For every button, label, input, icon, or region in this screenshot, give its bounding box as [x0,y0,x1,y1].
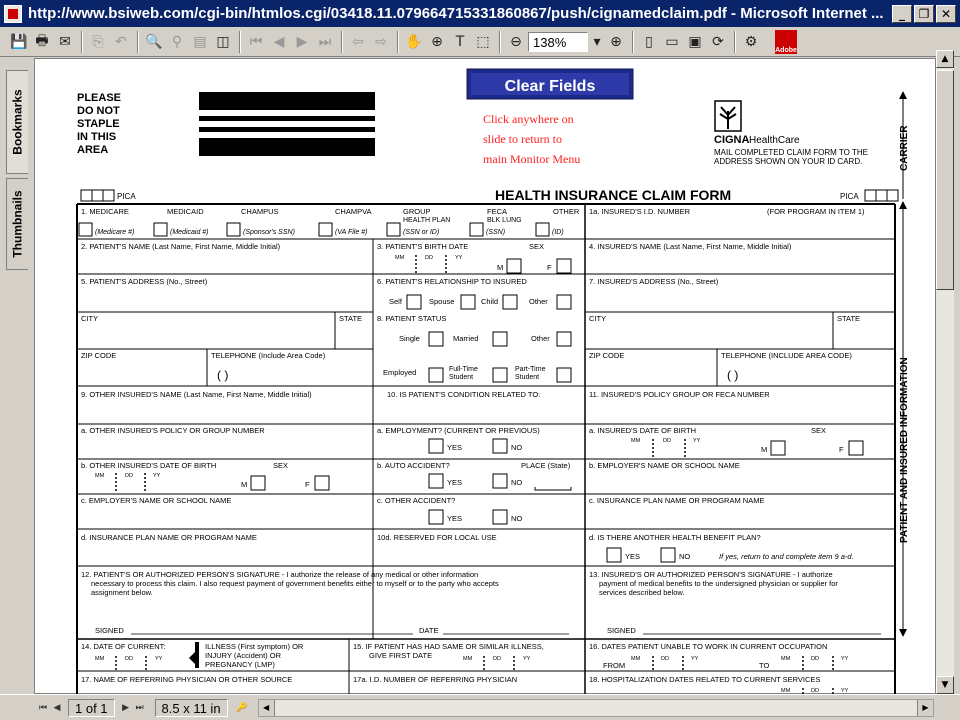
insured-telephone-label: TELEPHONE (INCLUDE AREA CODE) [721,351,852,360]
rel-self-checkbox[interactable] [407,295,421,309]
sex-label: SEX [811,426,827,435]
search-icon[interactable]: ⚲ [171,33,183,50]
last-page-icon[interactable]: ⏭ [318,33,332,50]
carrier-arrow [899,91,910,199]
field-12-text: assignment below. [91,588,153,597]
field-1a-label: 1a. INSURED'S I.D. NUMBER [589,207,691,216]
navigation-side-tabs [0,58,34,694]
other-insured-male-checkbox[interactable] [251,476,265,490]
medicaid-checkbox[interactable] [154,223,167,236]
status-single-label: Single [399,334,420,343]
row-4 [81,314,860,346]
field-1-option: CHAMPUS [241,207,279,216]
field-1-option: CHAMPVA [335,207,372,216]
status-other-label: Other [531,334,550,343]
zoom-out-icon[interactable]: ⊖ [510,33,522,50]
title-bar [0,0,960,27]
other-insured-female-checkbox[interactable] [315,476,329,490]
field-15-label: GIVE FIRST DATE [369,651,433,660]
monitor-menu-note[interactable] [483,112,580,166]
place-label: PLACE (State) [521,461,571,470]
zoom-level-field[interactable]: 138% [528,32,588,52]
field-10d-label: 10d. RESERVED FOR LOCAL USE [377,533,497,542]
field-1-option-sub: HEALTH PLAN [403,217,451,224]
close-button[interactable]: ✕ [936,5,956,23]
first-page-icon[interactable]: ⏮ [38,702,48,713]
field-9d-label: d. INSURANCE PLAN NAME OR PROGRAM NAME [81,533,257,542]
other-plan-yes-checkbox[interactable] [607,548,621,562]
cigna-sub: HealthCare [749,135,800,146]
status-parttime-checkbox[interactable] [557,368,571,382]
previous-page-icon[interactable]: ◀ [53,702,61,713]
field-6-label: 6. PATIENT'S RELATIONSHIP TO INSURED [377,277,527,286]
field-1-sub: (VA File #) [335,229,368,236]
insured-sex-female-checkbox[interactable] [849,441,863,455]
status-parttime-sub: Student [515,374,540,381]
field-7-label: 7. INSURED'S ADDRESS (No., Street) [589,277,719,286]
field-10c-label: c. OTHER ACCIDENT? [377,496,456,505]
pages-icon[interactable]: ▤ [193,33,207,50]
field-9b-label: b. OTHER INSURED'S DATE OF BIRTH [81,461,217,470]
mm-label: MM [631,438,641,444]
yy-label: YY [153,473,161,479]
yy-label: YY [455,255,463,261]
dd-label: DD [125,473,133,479]
clear-fields-label[interactable]: Clear Fields [504,78,596,95]
auto-no-checkbox[interactable] [493,474,507,488]
status-married-label: Married [453,334,479,343]
rotate-icon[interactable]: ⟳ [712,33,724,50]
row-2 [81,242,792,273]
toolbar-separator [239,31,241,53]
scroll-right-icon[interactable]: ▶ [917,700,933,716]
field-11-label: 11. INSURED'S POLICY GROUP OR FECA NUMBER [589,390,770,399]
redaction-bar [199,116,375,121]
dd-label: DD [661,656,669,662]
actual-size-icon[interactable]: ▯ [645,33,653,50]
staple-note-line: DO NOT [77,105,120,117]
claim-form-page [39,59,910,699]
mm-label: MM [463,656,473,662]
field-9a-label: a. OTHER INSURED'S POLICY OR GROUP NUMBER [81,426,265,435]
insured-sex-male-checkbox[interactable] [771,441,785,455]
field-13-text: payment of medical benefits to the undersigned physician or supplier for [599,579,838,588]
row-11-signatures [81,570,881,635]
other-insurance-checkbox[interactable] [536,223,549,236]
signed-label: SIGNED [607,626,636,635]
staple-note [77,92,121,156]
hand-tool-icon[interactable]: ✋ [405,33,423,50]
sex-label: SEX [529,242,545,251]
tab-bookmarks-label: Bookmarks [10,89,25,155]
vertical-scrollbar[interactable] [936,50,954,694]
toolbar-separator [632,31,634,53]
page-size-display: 8.5 x 11 in [155,699,228,717]
scrollbar-thumb[interactable] [936,70,954,290]
toolbar-separator [499,31,501,53]
f-label: F [547,263,552,272]
field-17a-label: 17a. I.D. NUMBER OF REFERRING PHYSICIAN [353,675,518,684]
field-1-option: MEDICAID [167,207,204,216]
acrobat-toolbar [0,27,960,57]
city-label: CITY [81,314,99,323]
m-label: M [241,480,248,489]
f-label: F [305,480,310,489]
email-icon[interactable]: ✉ [59,33,71,50]
rel-self-label: Self [389,297,402,306]
yes-label: YES [447,478,463,487]
row-6 [81,390,770,399]
yes-label: YES [625,552,641,561]
go-forward-icon[interactable]: ⇨ [375,33,387,50]
place-field[interactable] [535,487,571,490]
date-label: DATE [419,626,439,635]
adobe-logo[interactable]: Adobe [775,30,797,54]
yy-label: YY [155,656,163,662]
row-12 [81,642,849,670]
mm-label: MM [781,656,791,662]
graphics-select-icon[interactable]: ⬚ [476,33,490,50]
row-10 [81,533,854,562]
staple-note-line: STAPLE [77,118,120,130]
note-line[interactable]: main Monitor Menu [483,152,581,166]
status-fulltime-sub: Student [449,374,474,381]
dd-label: DD [493,656,501,662]
field-10b-label: b. AUTO ACCIDENT? [377,461,450,470]
rel-other-checkbox[interactable] [557,295,571,309]
pdf-document-view[interactable] [34,58,936,694]
field-12-text: necessary to process this claim. I also request payment of government benefits either to myself or to the party who accepts [91,579,499,588]
field-16-label: 16. DATES PATIENT UNABLE TO WORK IN CURRENT OCCUPATION [589,642,828,651]
rel-spouse-checkbox[interactable] [461,295,475,309]
pica-left: PICA [117,192,136,201]
redaction-bar [199,138,375,156]
f-label: F [839,445,844,454]
scroll-left-icon[interactable]: ◀ [259,700,275,716]
field-3-label: 3. PATIENT'S BIRTH DATE [377,242,469,251]
field-1-sub: (Medicaid #) [170,229,209,236]
yes-label: YES [447,443,463,452]
insured-telephone-paren: ( ) [727,368,739,382]
field-11d-note: If yes, return to and complete item 9 a-d. [719,552,854,561]
window-title: http://www.bsiweb.com/cgi-bin/htmlos.cgi/03418.11.079664715331860867/push/cignamedclaim.pdf - Microsoft Internet ... [28,5,884,22]
toolbar-separator [397,31,399,53]
carrier-label: CARRIER [899,125,910,171]
state-label: STATE [339,314,363,323]
staple-note-line: IN THIS [77,131,117,143]
zoom-in-icon[interactable]: ⊕ [610,33,622,50]
telephone-label: TELEPHONE (Include Area Code) [211,351,326,360]
status-employed-checkbox[interactable] [429,368,443,382]
champus-checkbox[interactable] [227,223,240,236]
zoom-tool-icon[interactable]: ⊕ [431,33,443,50]
previous-page-icon[interactable]: ◀ [273,33,285,50]
field-17-label: 17. NAME OF REFERRING PHYSICIAN OR OTHER SOURCE [81,675,293,684]
sex-label: SEX [273,461,289,470]
next-page-icon[interactable]: ▶ [122,702,129,713]
field-1-sub: (ID) [552,229,564,236]
field-14-note: INJURY (Accident) OR [205,651,281,660]
cigna-logo [714,101,868,166]
fit-page-icon[interactable]: ▭ [665,33,679,50]
no-label: NO [511,443,523,452]
status-single-checkbox[interactable] [429,332,443,346]
row-8 [81,461,740,490]
mail-note: ADDRESS SHOWN ON YOUR ID CARD. [714,157,863,166]
field-13-text: services described below. [599,588,685,597]
zip-label: ZIP CODE [81,351,117,360]
minimize-button[interactable]: _ [892,5,912,23]
field-10a-label: a. EMPLOYMENT? (CURRENT OR PREVIOUS) [377,426,540,435]
field-15-label: 15. IF PATIENT HAS HAD SAME OR SIMILAR ILLNESS, [353,642,544,651]
rel-child-checkbox[interactable] [503,295,517,309]
copy-icon[interactable]: ⎘ [92,33,104,50]
redacted-address-block [199,92,375,156]
go-back-icon[interactable]: ⇦ [352,33,364,50]
find-icon[interactable]: 🔍 [145,33,163,50]
field-14-label: 14. DATE OF CURRENT: [81,642,166,651]
mm-label: MM [781,688,791,694]
clear-fields-button[interactable] [467,69,633,99]
redaction-bar [199,127,375,132]
telephone-paren: ( ) [217,368,229,382]
staple-note-line: PLEASE [77,92,122,104]
field-9-label: 9. OTHER INSURED'S NAME (Last Name, First Name, Middle Initial) [81,390,312,399]
mail-note: MAIL COMPLETED CLAIM FORM TO THE [714,148,868,157]
rel-spouse-label: Spouse [429,297,455,306]
field-11c-label: c. INSURANCE PLAN NAME OR PROGRAM NAME [589,496,765,505]
horizontal-scrollbar[interactable] [258,699,934,717]
field-11d-label: d. IS THERE ANOTHER HEALTH BENEFIT PLAN? [589,533,761,542]
scroll-down-icon[interactable]: ▼ [936,676,954,694]
field-11a-label: a. INSURED'S DATE OF BIRTH [589,426,697,435]
zoom-dropdown-icon[interactable]: ▾ [593,33,601,50]
dd-label: DD [125,656,133,662]
patient-sex-male-checkbox[interactable] [507,259,521,273]
mm-label: MM [631,656,641,662]
note-line[interactable]: Click anywhere on [483,112,574,126]
feca-checkbox[interactable] [470,223,483,236]
patient-sex-female-checkbox[interactable] [557,259,571,273]
date-separators [116,255,833,699]
tab-thumbnails[interactable] [6,178,28,270]
form-header [81,187,898,203]
no-label: NO [511,478,523,487]
insured-state-label: STATE [837,314,861,323]
dd-label: DD [811,656,819,662]
scroll-up-icon[interactable]: ▲ [936,50,954,68]
row-5 [81,351,852,382]
cigna-name: CIGNA [714,134,750,146]
employment-no-checkbox[interactable] [493,439,507,453]
to-label: TO [759,661,770,670]
next-page-icon[interactable]: ▶ [296,33,308,50]
dd-label: DD [811,688,819,694]
field-1-option-sub: BLK LUNG [487,217,522,224]
field-1-sub: (Sponsor's SSN) [243,229,295,236]
yy-label: YY [523,656,531,662]
patient-info-arrow [899,201,910,637]
auto-yes-checkbox[interactable] [429,474,443,488]
status-fulltime-checkbox[interactable] [493,368,507,382]
field-5-label: 5. PATIENT'S ADDRESS (No., Street) [81,277,208,286]
page-number-field[interactable]: 1 of 1 [68,699,115,717]
note-line[interactable]: slide to return to [483,132,562,146]
tab-thumbnails-label: Thumbnails [10,190,25,258]
yes-label: YES [447,514,463,523]
toolbar-separator [81,31,83,53]
undo-icon[interactable]: ↶ [115,33,127,50]
yy-label: YY [841,656,849,662]
dd-label: DD [663,438,671,444]
pointer-arrow-icon [189,652,195,664]
champva-checkbox[interactable] [319,223,332,236]
insured-zip-label: ZIP CODE [589,351,625,360]
print-icon[interactable]: 🖶 [35,32,49,49]
no-label: NO [679,552,691,561]
side-section-label: PATIENT AND INSURED INFORMATION [899,357,910,543]
field-12-text: 12. PATIENT'S OR AUTHORIZED PERSON'S SIGNATURE - I authorize the release of any medical or other information [81,570,479,579]
field-9c-label: c. EMPLOYER'S NAME OR SCHOOL NAME [81,496,232,505]
field-2-label: 2. PATIENT'S NAME (Last Name, First Name, Middle Initial) [81,242,281,251]
rel-other-label: Other [529,297,548,306]
field-1a-note: (FOR PROGRAM IN ITEM 1) [767,207,865,216]
mm-label: MM [95,473,105,479]
other-plan-no-checkbox[interactable] [661,548,675,562]
row-7 [81,426,863,455]
field-1-option: GROUP [403,207,431,216]
tools-icon[interactable]: ⚙ [744,33,758,50]
fit-width-icon[interactable]: ▣ [688,33,702,50]
field-18-label: 18. HOSPITALIZATION DATES RELATED TO CURRENT SERVICES [589,675,821,684]
m-label: M [497,263,504,272]
mm-label: MM [95,656,105,662]
field-4-label: 4. INSURED'S NAME (Last Name, First Name, Middle Initial) [589,242,792,251]
insured-city-label: CITY [589,314,607,323]
status-fulltime-label: Full-Time [449,366,478,373]
yy-label: YY [693,438,701,444]
status-employed-label: Employed [383,368,417,377]
yy-label: YY [841,688,849,694]
employment-yes-checkbox[interactable] [429,439,443,453]
m-label: M [761,445,768,454]
row-3 [81,277,719,309]
field-10-label: 10. IS PATIENT'S CONDITION RELATED TO: [387,390,541,399]
row-13 [81,675,849,694]
field-1-option: 1. MEDICARE [81,207,129,216]
last-page-icon[interactable]: ⏭ [135,702,144,713]
yy-label: YY [691,656,699,662]
pointer-bar [195,642,199,668]
text-select-icon[interactable]: T [455,33,465,50]
first-page-icon[interactable]: ⏮ [249,33,263,50]
from-label: FROM [603,661,626,670]
status-married-checkbox[interactable] [493,332,507,346]
field-1-sub: (Medicare #) [95,229,135,236]
signed-label: SIGNED [95,626,124,635]
rel-child-label: Child [481,297,499,306]
no-label: NO [511,514,523,523]
status-parttime-label: Part-Time [515,366,546,373]
field-14-note: PREGNANCY (LMP) [205,660,275,669]
tab-bookmarks[interactable] [6,70,28,174]
field-8-label: 8. PATIENT STATUS [377,314,447,323]
status-other-checkbox[interactable] [557,332,571,346]
field-11b-label: b. EMPLOYER'S NAME OR SCHOOL NAME [589,461,740,470]
mm-label: MM [395,255,405,261]
field-13-text: 13. INSURED'S OR AUTHORIZED PERSON'S SIGNATURE - I authorize [589,570,833,579]
save-icon[interactable]: 💾 [10,33,28,50]
field-1-insurance-type [79,207,865,236]
toolbar-separator [341,31,343,53]
staple-note-line: AREA [77,144,109,156]
field-14-note: ILLNESS (First symptom) OR [205,642,304,651]
row-9 [81,496,764,524]
medicare-checkbox[interactable] [79,223,92,236]
group-health-checkbox[interactable] [387,223,400,236]
redaction-bar [199,92,375,110]
form-title: HEALTH INSURANCE CLAIM FORM [495,187,732,203]
field-1-option: FECA [487,207,508,216]
dd-label: DD [425,255,433,261]
toolbar-separator [137,31,139,53]
status-bar [0,694,960,720]
pica-right: PICA [840,192,859,201]
show-navigation-icon[interactable]: ◫ [216,33,230,50]
restore-button[interactable]: ❐ [914,5,934,23]
key-icon[interactable]: 🔑 [235,702,248,713]
field-1-sub: (SSN) [486,229,506,236]
field-1-option: OTHER [553,207,580,216]
other-accident-no-checkbox[interactable] [493,510,507,524]
toolbar-separator [734,31,736,53]
ie-app-icon [4,5,22,23]
field-1-sub: (SSN or ID) [403,229,440,236]
other-accident-yes-checkbox[interactable] [429,510,443,524]
